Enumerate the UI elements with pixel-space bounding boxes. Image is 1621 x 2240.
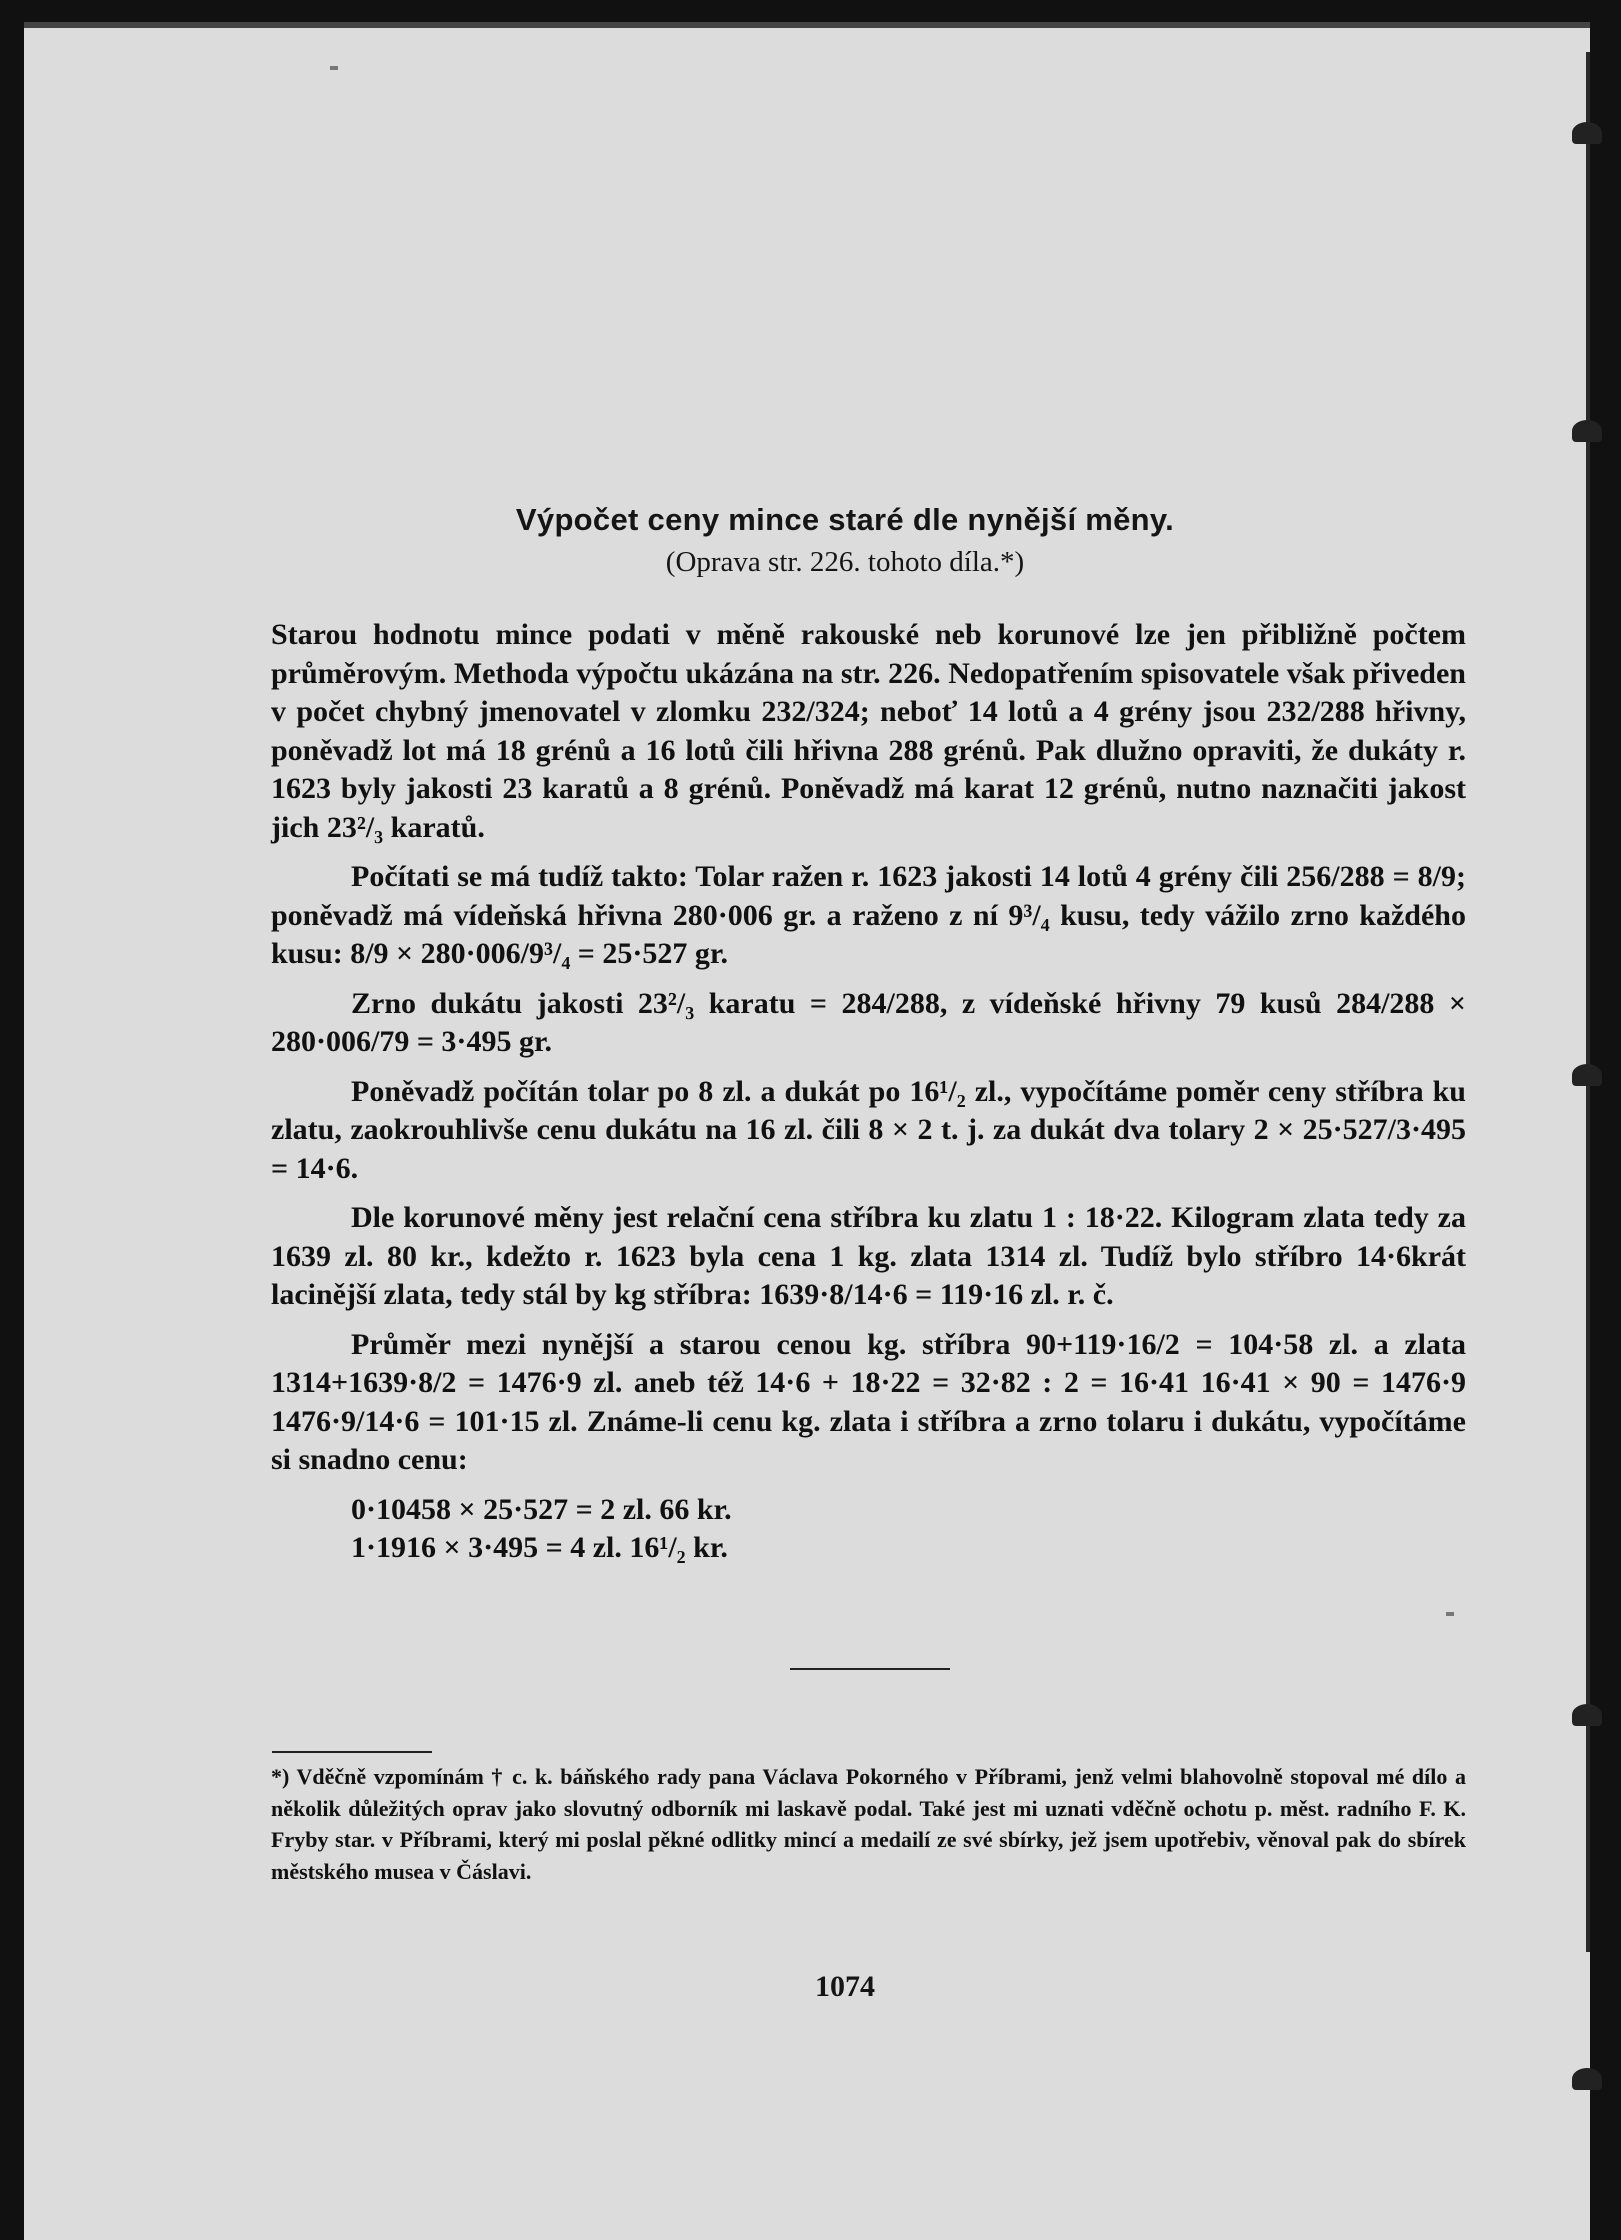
- calc-line: 0·10458 × 25·527 = 2 zl. 66 kr.: [351, 1492, 732, 1526]
- binding-edge: [1586, 52, 1590, 1952]
- binding-mark: [1572, 1704, 1602, 1726]
- footnote: *) Vděčně vzpomínám † c. k. báňského rady pana Václava Pokorného v Příbrami, jenž velmi blahovolně stopoval mé dílo a několik důležitých oprav jako slovutný odborník mi laskavě podal. Také jest mi uznati vděčně ochotu p. měst. radního F. K. Fryby star. v Příbrami, který mi poslal pěkné odlitky mincí a medailí ze své sbírky, jež jsem upotřebiv, věnoval pak do sbírek městského musea v Čáslavi.: [271, 1764, 1466, 1884]
- main-text: [271, 616, 1466, 1568]
- specks: [1446, 1612, 1454, 1616]
- binding-mark: [1572, 122, 1602, 144]
- paragraph: Průměr mezi nynější a starou cenou kg. stříbra 90+119·16/2 = 104·58 zl. a zlata 1314+1639·8/2 = 1476·9 zl. aneb též 14·6 + 18·22 = 32·82 : 2 = 16·41 16·41 × 90 = 1476·9 1476·9/14·6 = 101·15 zl. Známe-li cenu kg. zlata i stříbra a zrno tolaru i dukátu, vypočítáme si snadno cenu:: [271, 1327, 1466, 1476]
- page-number: 1074: [815, 1970, 875, 2003]
- section-separator: [790, 1668, 950, 1670]
- binding-mark: [1572, 1064, 1602, 1086]
- paragraph: Starou hodnotu mince podati v měně rakouské neb korunové lze jen přibližně počtem průměrovým. Methoda výpočtu ukázána na str. 226. Nedopatřením spisovatele však přiveden v počet chybný jmenovatel v zlomku 232/324; neboť 14 lotů a 4 grény jsou 232/288 hřivny, poněvadž lot má 18 grénů a 16 lotů čili hřivna 288 grénů. Pak dlužno opraviti, že dukáty r. 1623 byly jakosti 23 karatů a 8 grénů. Poněvadž má karat 12 grénů, nutno naznačiti jakost jich 23²/₃ karatů.: [271, 618, 1466, 844]
- paragraph: Poněvadž počítán tolar po 8 zl. a dukát po 16¹/₂ zl., vypočítáme poměr ceny stříbra ku zlatu, zaokrouhlivše cenu dukátu na 16 zl. čili 8 × 2 t. j. za dukát dva tolary 2 × 25·527/3·495 = 14·6.: [271, 1074, 1466, 1185]
- binding-mark: [1572, 2068, 1602, 2090]
- specks: [330, 66, 338, 70]
- calc-line: 1·1916 × 3·495 = 4 zl. 16¹/₂ kr.: [351, 1531, 728, 1564]
- footnote-rule: [272, 1751, 432, 1753]
- paragraph: Zrno dukátu jakosti 23²/₃ karatu = 284/288, z vídeňské hřivny 79 kusů 284/288 × 280·006/79 = 3·495 gr.: [271, 986, 1466, 1058]
- page-sheet: [24, 22, 1590, 2240]
- binding-mark: [1572, 420, 1602, 442]
- top-border: [24, 22, 1590, 28]
- page-subheading: (Oprava str. 226. tohoto díla.*): [665, 546, 1025, 578]
- page-heading: Výpočet ceny mince staré dle nynější měny.: [515, 502, 1175, 537]
- paragraph: Dle korunové měny jest relační cena stříbra ku zlatu 1 : 18·22. Kilogram zlata tedy za 1639 zl. 80 kr., kdežto r. 1623 byla cena 1 kg. zlata 1314 zl. Tudíž bylo stříbro 14·6krát lacinější zlata, tedy stál by kg stříbra: 1639·8/14·6 = 119·16 zl. r. č.: [271, 1201, 1466, 1311]
- paragraph: Počítati se má tudíž takto: Tolar ražen r. 1623 jakosti 14 lotů 4 grény čili 256/288 = 8/9; poněvadž má vídeňská hřivna 280·006 gr. a raženo z ní 9³/₄ kusu, tedy vážilo zrno každého kusu: 8/9 × 280·006/9³/₄ = 25·527 gr.: [271, 860, 1466, 970]
